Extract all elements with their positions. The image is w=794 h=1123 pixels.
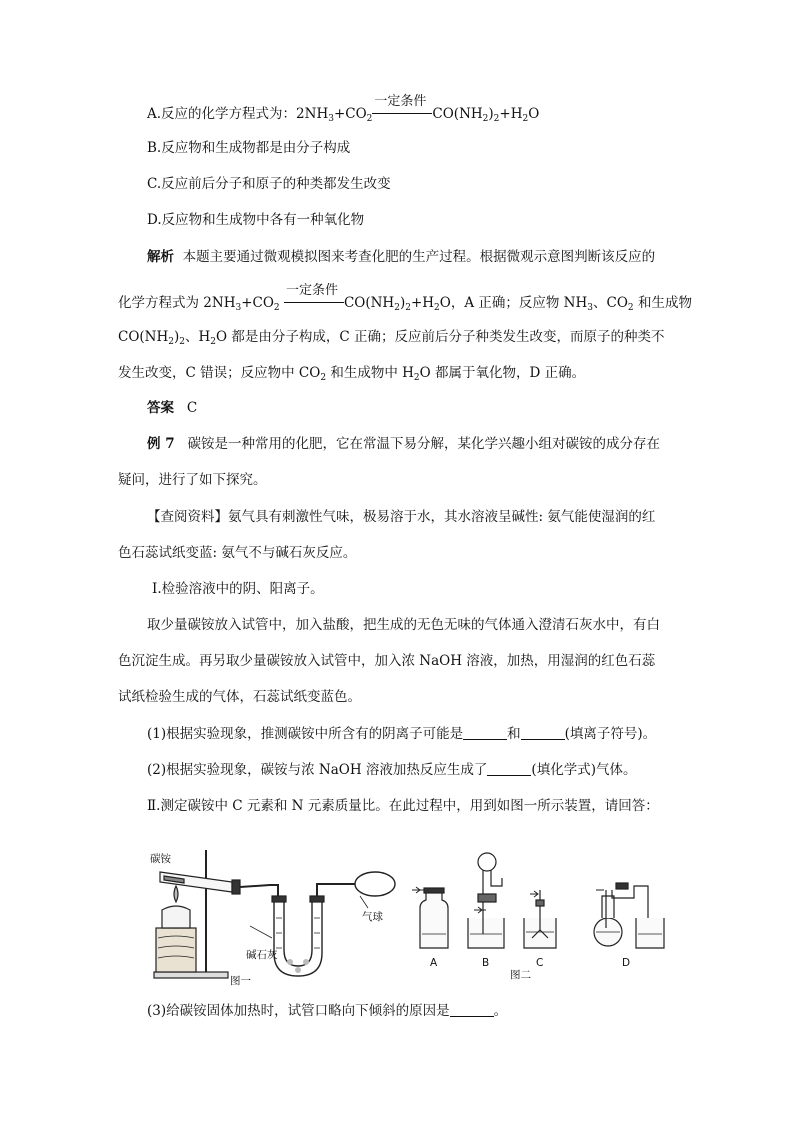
answer-blank-2[interactable] xyxy=(521,725,565,740)
example-line-1 xyxy=(147,434,660,454)
part-1-heading: Ⅰ.检验溶液中的阴、阳离子。 xyxy=(152,581,324,597)
part-2-heading: Ⅱ.测定碳铵中 C 元素和 N 元素质量比。在此过程中，用到如图一所示装置，请回答： xyxy=(147,798,659,814)
label-b: B xyxy=(482,957,490,969)
analysis-line-1 xyxy=(147,247,655,267)
condition-arrow xyxy=(372,94,432,122)
option-a-text-5: O xyxy=(528,106,540,122)
answer-line xyxy=(147,398,197,418)
analysis-l2e: O，A 正确；反应物 NH xyxy=(439,295,588,311)
option-a-text-3: CO(NH xyxy=(432,106,483,122)
option-a-text-2: +CO xyxy=(333,106,367,122)
analysis-l4b: 和生成物中 H xyxy=(330,365,414,381)
figure-2-apparatus-b xyxy=(468,853,504,948)
question-3-text: (3)给碳铵固体加热时，试管口略向下倾斜的原因是 xyxy=(147,1003,450,1019)
analysis-l3c: O 都是由分子构成，C 正确；反应前后分子种类发生改变，而原子的种类不 xyxy=(216,329,665,345)
condition-text: 一定条件 xyxy=(374,94,427,109)
condition-arrow-2 xyxy=(284,283,344,311)
condition-text-2: 一定条件 xyxy=(285,283,338,298)
option-c: C.反应前后分子和原子的种类都发生改变 xyxy=(147,176,391,192)
apparatus-figure xyxy=(150,838,670,998)
figure-2-apparatus-d xyxy=(594,883,664,948)
analysis-text-1: 本题主要通过微观模拟图来考查化肥的生产过程。根据微观示意图判断该反应的 xyxy=(182,249,656,265)
question-1-and: 和 xyxy=(507,726,521,742)
question-1-tail: (填离子符号)。 xyxy=(564,726,657,742)
analysis-line-3: $CO(NH_2)_2$、$H_2O$ 都是由分子构成，C 正确；反应前后分子种类发生改变，而原子的种类不 xyxy=(118,329,665,347)
option-a-text-4: +H xyxy=(499,106,523,122)
reference-line-2: 色石蕊试纸变蓝: 氨气不与碱石灰反应。 xyxy=(118,545,357,561)
question-3 xyxy=(147,1001,507,1021)
figure-2-bottle-a xyxy=(412,887,448,948)
analysis-l2b: +CO xyxy=(241,295,274,311)
option-a-text: A.反应的化学方程式为：2NH xyxy=(147,106,329,122)
question-2-tail: (填化学式)气体。 xyxy=(531,762,637,778)
label-c: C xyxy=(536,957,544,969)
reference-line-1: 【查阅资料】氨气具有刺激性气味，极易溶于水，其水溶液呈碱性: 氨气能使湿润的红 xyxy=(147,509,656,525)
analysis-l2f: 、CO xyxy=(593,295,628,311)
example-line-2: 疑问，进行了如下探究。 xyxy=(118,472,267,488)
answer-blank-4[interactable] xyxy=(450,1002,494,1017)
option-d: D.反应物和生成物中各有一种氧化物 xyxy=(147,212,365,228)
analysis-line-4: 发生改变，C 错误；反应物中 $CO_2$ 和生成物中 $H_2O$ 都属于氧化物，D 正确。 xyxy=(118,365,586,383)
figure-2-caption: 图二 xyxy=(510,969,531,981)
analysis-l2d: +H xyxy=(410,295,435,311)
analysis-l4c: O 都属于氧化物，D 正确。 xyxy=(419,365,586,381)
option-b: B.反应物和生成物都是由分子构成 xyxy=(147,140,351,156)
analysis-l2c: CO(NH xyxy=(343,295,395,311)
analysis-label: 解析 xyxy=(147,249,174,265)
procedure-line-1: 取少量碳铵放入试管中，加入盐酸，把生成的无色无味的气体通入澄清石灰水中，有白 xyxy=(147,617,660,633)
example-text-1: 碳铵是一种常用的化肥，它在常温下易分解，某化学兴趣小组对碳铵的成分存在 xyxy=(187,436,660,452)
label-soda-lime: 碱石灰 xyxy=(246,949,278,961)
question-3-tail: 。 xyxy=(493,1003,508,1019)
analysis-l3a: CO(NH xyxy=(118,329,169,345)
label-a: A xyxy=(430,957,438,969)
answer-blank-3[interactable] xyxy=(487,761,531,776)
procedure-line-3: 试纸检验生成的气体，石蕊试纸变蓝色。 xyxy=(118,689,361,705)
procedure-line-2: 色沉淀生成。再另取少量碳铵放入试管中，加入浓 NaOH 溶液，加热，用湿润的红色石蕊 xyxy=(118,653,656,669)
analysis-l2a: 化学方程式为 2NH xyxy=(118,295,236,311)
answer-value: C xyxy=(186,400,198,416)
analysis-l4a: 发生改变，C 错误；反应物中 CO xyxy=(118,365,321,381)
question-2 xyxy=(147,760,636,780)
question-2-text: (2)根据实验现象，碳铵与浓 NaOH 溶液加热反应生成了 xyxy=(147,762,488,778)
option-a: A.反应的化学方程式为：$2NH_3+CO_2$ 一定条件 $CO(NH_2)_2+H_2O$ xyxy=(147,94,540,124)
example-label: 例 7 xyxy=(147,436,175,452)
analysis-l2g: 和生成物 xyxy=(637,295,692,311)
analysis-l3b: 、H xyxy=(185,329,211,345)
figure-2-apparatus-c xyxy=(524,890,556,948)
label-balloon: 气球 xyxy=(362,911,383,923)
question-1 xyxy=(147,724,656,744)
answer-label: 答案 xyxy=(147,400,174,416)
label-d: D xyxy=(622,957,631,969)
analysis-line-2: 化学方程式为 $2NH_3+CO_2$ 一定条件 $CO(NH_2)_2+H_2O$，A 正确；反应物 $NH_3$、$CO_2$ 和生成物 xyxy=(118,283,692,313)
question-1-text: (1)根据实验现象，推测碳铵中所含有的阴离子可能是 xyxy=(147,726,464,742)
label-tanan: 碳铵 xyxy=(150,853,171,865)
figure-1-caption: 图一 xyxy=(230,975,251,987)
answer-blank-1[interactable] xyxy=(463,725,507,740)
